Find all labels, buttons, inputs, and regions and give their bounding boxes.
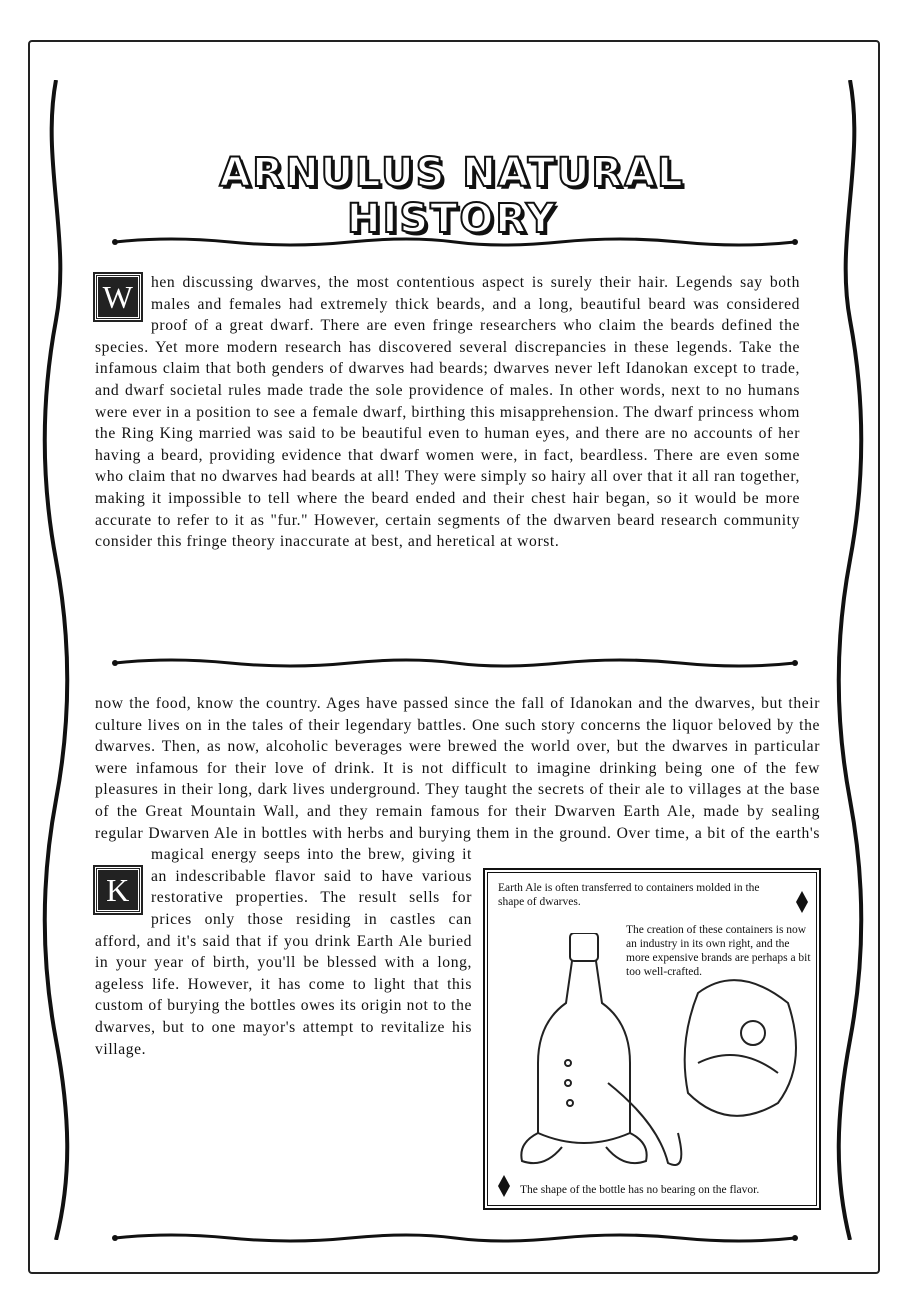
inset-caption-bottom: The shape of the bottle has no bearing on the flavor. — [520, 1184, 760, 1196]
ornamental-divider — [110, 655, 800, 671]
right-vine-ornament — [830, 80, 870, 1240]
page-title: ARNULUS NATURAL HISTORY — [219, 150, 685, 242]
diamond-icon — [498, 1175, 510, 1197]
section-earth-ale — [95, 693, 820, 1209]
body-text: now the food, know the country. Ages have passed since the fall of Idanokan and the dwarves, but their culture lives on in the tales of their legendary battles. One such story concerns the liquor beloved by the dwarves. Then, as now, alcoholic beverages were brewed the world over, but the dwarves in particular were infamous for their love of drink. It is not difficult to imagine drinking being one of the few pleasures in their long, dark lives underground. They taught the secrets of their ale to villages at the base of the Great Mountain Wall, and they remain famous for their Dwarven Earth Ale, made by sealing regular Dwarven Ale in bottles with herbs and burying them in the ground. Over time, a bit of the earth's magical energy seeps into the brew, giving it an indescribable flavor said to have various restorative properties. The result sells for prices only those residing in castles can afford, and it's said that if you drink Earth Ale buried in your year of birth, you'll be blessed with a long, ageless life. However, it has come to light that this custom of burying the bottles owes its origin not to the dwarves, but to one mayor's attempt to revitalize his village. — [95, 695, 820, 1058]
inset-caption-middle: The creation of these containers is now an industry in its own right, and the more expensive brands are perhaps a bit too well-crafted. — [626, 924, 811, 978]
left-vine-ornament — [36, 80, 76, 1240]
body-text: hen discussing dwarves, the most contentious aspect is surely their hair. Legends say both males and females had extremely thick beards, and a long, beautiful beard was considered proof of a great dwarf. There are even fringe researchers who claim the beards defined the species. Yet more modern research has discovered several discrepancies in these legends. Take the infamous claim that both genders of dwarves had beards; dwarves never left Idanokan except to trade, and dwarf societal rules made trade the sole providence of males. In other words, next to no humans were ever in a position to see a female dwarf, birthing this misapprehension. The dwarf princess whom the Ring King married was said to be beautiful even to human eyes, and there are no accounts of her having a beard, providing evidence that dwarf women were, in fact, beardless. There are even some who claim that no dwarves had beards at all! They were simply so hairy all over that it all ran together, making it impossible to tell where the beard ended and their chest hair began, so it would be more accurate to refer to it as "fur." However, certain segments of the dwarven beard research community consider this fringe theory inaccurate at best, and heretical at worst. — [95, 274, 800, 551]
drop-cap: W — [95, 274, 141, 320]
ornamental-divider — [110, 1230, 800, 1246]
inset-caption-top: Earth Ale is often transferred to containers molded in the shape of dwarves. — [498, 882, 760, 908]
dwarf-bottle-illustration — [508, 933, 808, 1173]
drop-cap: K — [95, 867, 141, 913]
illustration-inset — [484, 869, 820, 1209]
diamond-icon — [796, 891, 808, 913]
ornamental-divider — [110, 234, 800, 250]
section-hair — [95, 272, 800, 553]
